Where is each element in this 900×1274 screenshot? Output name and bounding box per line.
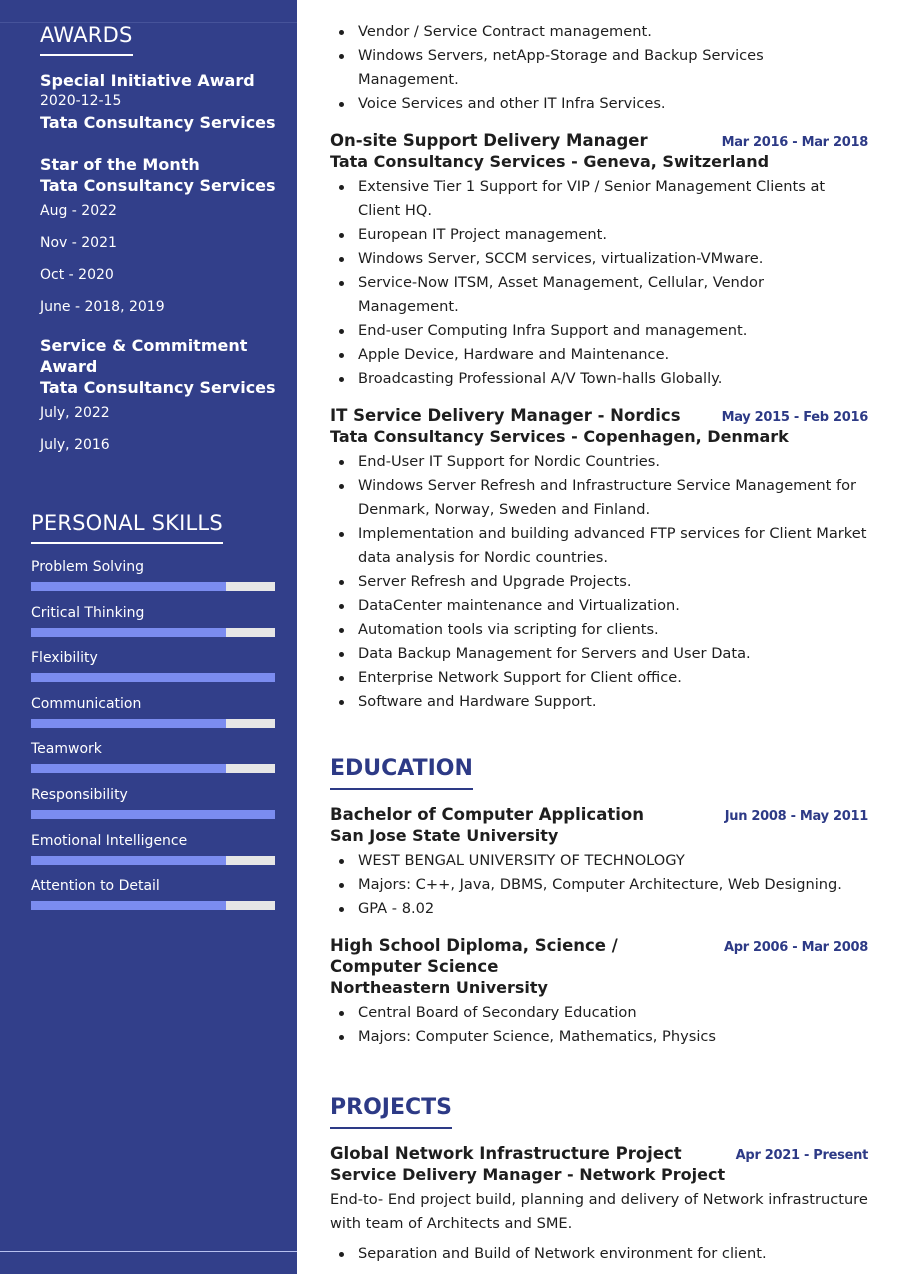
awards-heading: AWARDS [40, 23, 133, 47]
projects-heading-wrap [330, 1093, 452, 1129]
bullet-item: Data Backup Management for Servers and User Data. [358, 642, 868, 666]
job-title: On-site Support Delivery Manager [330, 131, 648, 150]
skill-bar-fill [31, 582, 226, 591]
awards-section [40, 20, 280, 456]
awards-heading-wrap [40, 20, 133, 56]
skill-label: Communication [31, 695, 142, 712]
skills-heading: PERSONAL SKILLS [31, 511, 223, 535]
bullet-item: Service-Now ITSM, Asset Management, Cellular, Vendor Management. [358, 271, 868, 319]
skill-label: Critical Thinking [31, 604, 145, 621]
education-header [330, 935, 868, 977]
bullet-item: Central Board of Secondary Education [358, 1001, 868, 1025]
bullet-item: Apple Device, Hardware and Maintenance. [358, 343, 868, 367]
bullet-item: Enterprise Network Support for Client office. [358, 666, 868, 690]
skill-item [31, 876, 275, 922]
skill-bar [31, 856, 275, 865]
skill-bar-fill [31, 764, 226, 773]
projects-heading: PROJECTS [330, 1095, 452, 1120]
education-heading: EDUCATION [330, 756, 473, 781]
job-bullets [330, 175, 868, 391]
bullet-item: Server Refresh and Upgrade Projects. [358, 570, 868, 594]
award-date: Nov - 2021 [40, 235, 117, 251]
skill-label: Teamwork [31, 741, 102, 758]
award-name: Special Initiative Award [40, 71, 255, 90]
bullet-item: Windows Server, SCCM services, virtualization-VMware. [358, 247, 868, 271]
job-entry [330, 130, 868, 391]
skill-bar [31, 673, 275, 682]
sidebar [0, 0, 297, 1274]
education-bullets [330, 849, 868, 921]
education-entry [330, 935, 868, 1049]
skill-bar [31, 764, 275, 773]
job-header [330, 130, 868, 151]
skill-item [31, 648, 275, 694]
skill-label: Emotional Intelligence [31, 832, 188, 849]
award-date: June - 2018, 2019 [40, 299, 165, 315]
job-bullets [330, 450, 868, 714]
bullet-item: DataCenter maintenance and Virtualization. [358, 594, 868, 618]
job-header [330, 405, 868, 426]
heading-underline [40, 54, 133, 56]
skill-bar-fill [31, 673, 275, 682]
skills-heading-wrap [31, 508, 223, 544]
skill-item [31, 785, 275, 831]
bullet-item: Windows Server Refresh and Infrastructure Service Management for Denmark, Norway, Sweden and Finland. [358, 474, 868, 522]
bullet-item: Vendor / Service Contract management. [358, 20, 868, 44]
project-entry [330, 1143, 868, 1266]
job-title: IT Service Delivery Manager - Nordics [330, 406, 681, 425]
project-role: Service Delivery Manager - Network Project [330, 1165, 726, 1184]
skill-bar [31, 628, 275, 637]
school-name: San Jose State University [330, 826, 559, 845]
bullet-item: Majors: Computer Science, Mathematics, Physics [358, 1025, 868, 1049]
award-item [40, 70, 280, 133]
education-entry [330, 804, 868, 921]
skill-bar [31, 810, 275, 819]
project-description: End-to- End project build, planning and delivery of Network infrastructure with team of Architects and SME. [330, 1191, 868, 1232]
skill-item [31, 831, 275, 877]
award-org: Tata Consultancy Services [40, 378, 276, 397]
award-item [40, 154, 280, 318]
award-date: July, 2016 [40, 437, 110, 453]
award-date: Oct - 2020 [40, 267, 114, 283]
bullet-item: Broadcasting Professional A/V Town-halls Globally. [358, 367, 868, 391]
divider [0, 1251, 297, 1252]
bullet-item: Implementation and building advanced FTP services for Client Market data analysis for Nordic countries. [358, 522, 868, 570]
job-date: May 2015 - Feb 2016 [721, 410, 868, 425]
bullet-item: Software and Hardware Support. [358, 690, 868, 714]
bullet-item: End-user Computing Infra Support and management. [358, 319, 868, 343]
skill-label: Attention to Detail [31, 878, 160, 895]
skill-label: Responsibility [31, 786, 128, 803]
skill-bar [31, 582, 275, 591]
skill-bar-fill [31, 810, 275, 819]
award-date: Aug - 2022 [40, 203, 117, 219]
skill-bar-fill [31, 901, 226, 910]
heading-underline [330, 788, 473, 790]
award-org: Tata Consultancy Services [40, 113, 276, 132]
bullet-item: Majors: C++, Java, DBMS, Computer Architecture, Web Designing. [358, 873, 868, 897]
education-heading-wrap [330, 754, 473, 790]
experience-continued-bullets [330, 20, 868, 116]
heading-underline [330, 1127, 452, 1129]
bullet-item: Extensive Tier 1 Support for VIP / Senior Management Clients at Client HQ. [358, 175, 868, 223]
job-date: Mar 2016 - Mar 2018 [721, 135, 868, 150]
heading-underline [31, 542, 223, 544]
skill-item [31, 739, 275, 785]
bullet-item: WEST BENGAL UNIVERSITY OF TECHNOLOGY [358, 849, 868, 873]
project-bullets [330, 1242, 868, 1266]
skill-bar [31, 901, 275, 910]
award-name: Service & Commitment Award [40, 336, 248, 376]
skills-section [31, 508, 275, 922]
skill-label: Flexibility [31, 650, 98, 667]
award-date: 2020-12-15 [40, 93, 122, 109]
main-content [330, 20, 868, 1266]
award-item [40, 335, 280, 456]
job-org: Tata Consultancy Services - Geneva, Switzerland [330, 152, 770, 171]
bullet-item: End-User IT Support for Nordic Countries. [358, 450, 868, 474]
skill-item [31, 694, 275, 740]
skill-bar-fill [31, 628, 226, 637]
bullet-item: Automation tools via scripting for clients. [358, 618, 868, 642]
job-org: Tata Consultancy Services - Copenhagen, Denmark [330, 427, 789, 446]
project-date: Apr 2021 - Present [735, 1148, 868, 1163]
skill-label: Problem Solving [31, 559, 144, 575]
skill-bar [31, 719, 275, 728]
job-entry [330, 405, 868, 714]
education-section [330, 754, 868, 1049]
skill-item [31, 557, 275, 603]
skill-bar-fill [31, 856, 226, 865]
education-bullets [330, 1001, 868, 1049]
degree-title: Bachelor of Computer Application [330, 805, 644, 824]
degree-title: High School Diploma, Science / Computer Science [330, 936, 618, 976]
bullet-item: European IT Project management. [358, 223, 868, 247]
skill-item [31, 603, 275, 649]
bullet-item: GPA - 8.02 [358, 897, 868, 921]
skill-list [31, 557, 275, 922]
projects-section [330, 1093, 868, 1266]
award-org: Tata Consultancy Services [40, 176, 276, 195]
bullet-item: Windows Servers, netApp-Storage and Backup Services Management. [358, 44, 868, 92]
education-date: Jun 2008 - May 2011 [724, 809, 868, 824]
award-date: July, 2022 [40, 405, 110, 421]
award-name: Star of the Month [40, 155, 200, 174]
project-header [330, 1143, 868, 1164]
project-title: Global Network Infrastructure Project [330, 1144, 682, 1163]
education-date: Apr 2006 - Mar 2008 [723, 940, 868, 955]
school-name: Northeastern University [330, 978, 548, 997]
bullet-item: Voice Services and other IT Infra Services. [358, 92, 868, 116]
education-header [330, 804, 868, 825]
skill-bar-fill [31, 719, 226, 728]
bullet-item: Separation and Build of Network environment for client. [358, 1242, 868, 1266]
